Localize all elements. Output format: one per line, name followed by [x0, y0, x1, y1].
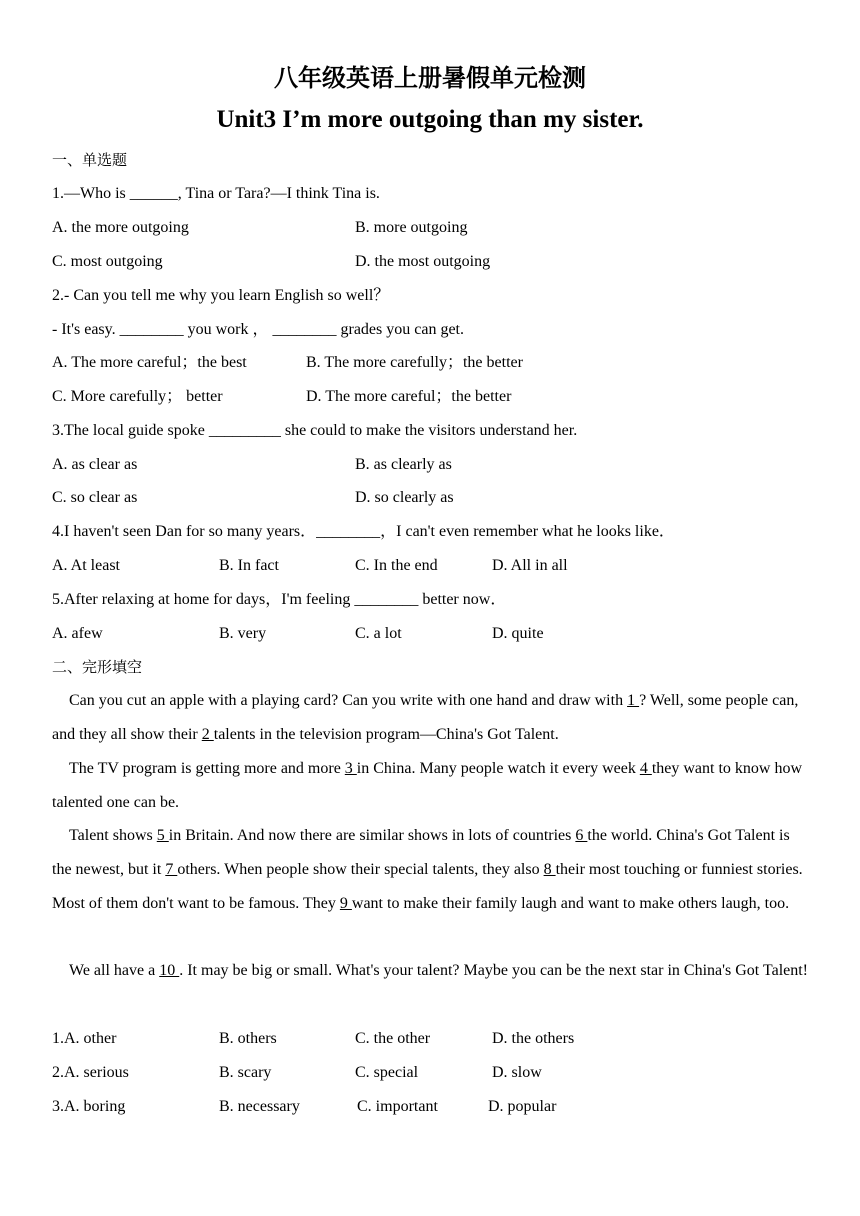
- question-2-stem-2: - It's easy. ________ you work ， ________ grades you can get.: [52, 321, 464, 338]
- blank-10: 10: [159, 962, 180, 979]
- blank-7: 7: [165, 861, 178, 878]
- question-5-stem: 5.After relaxing at home for days，I'm feeling ________ better now．: [52, 591, 507, 608]
- q4-option-b: B. In fact: [219, 557, 279, 574]
- page-title: 八年级英语上册暑假单元检测: [274, 64, 586, 92]
- q5-option-b: B. very: [219, 625, 267, 642]
- blank-5: 5: [156, 827, 169, 844]
- passage-paragraph-2: The TV program is getting more and more 3 in China. Many people watch it every week 4 they want to know how talented one can be.: [52, 760, 803, 811]
- passage-paragraph-1: Can you cut an apple with a playing card? Can you write with one hand and draw with 1 ? Well, some people can, and they all show their 2 talents in the television program—China's Got Talent.: [52, 692, 799, 743]
- q1-option-b: B. more outgoing: [355, 219, 468, 236]
- q1-option-a: A. the more outgoing: [52, 219, 189, 236]
- page-subtitle: Unit3 I’m more outgoing than my sister.: [216, 106, 644, 133]
- cloze-3-option-c: C. important: [357, 1098, 438, 1115]
- q4-option-d: D. All in all: [492, 557, 568, 574]
- q3-option-b: B. as clearly as: [355, 456, 452, 473]
- q2-option-d: D. The more careful；the better: [306, 388, 512, 405]
- q3-option-d: D. so clearly as: [355, 489, 454, 506]
- question-1-stem: 1.—Who is ______, Tina or Tara?—I think Tina is.: [52, 185, 380, 202]
- q3-option-c: C. so clear as: [52, 489, 138, 506]
- cloze-1-option-c: C. the other: [355, 1030, 431, 1047]
- blank-3: 3: [344, 760, 357, 777]
- cloze-2-option-d: D. slow: [492, 1064, 542, 1081]
- section-heading-cloze: 二、完形填空: [52, 658, 143, 676]
- q4-option-c: C. In the end: [355, 557, 438, 574]
- blank-2: 2: [201, 726, 214, 743]
- question-4-stem: 4.I haven't seen Dan for so many years．________，I can't even remember what he looks like．: [52, 523, 675, 540]
- cloze-3-option-a: 3.A. boring: [52, 1098, 126, 1115]
- q5-option-c: C. a lot: [355, 625, 402, 642]
- blank-9: 9: [339, 895, 352, 912]
- passage-paragraph-3: Talent shows 5 in Britain. And now there are similar shows in lots of countries 6 the world. China's Got Talent is the newest, but it 7 others. When people show their special talents, they also 8 their most touching or funniest stories. Most of them don't want to be famous. They 9 want to make their family laugh and want to make others laugh, too.: [52, 827, 803, 912]
- cloze-2-option-a: 2.A. serious: [52, 1064, 129, 1081]
- q3-option-a: A. as clear as: [52, 456, 138, 473]
- q2-option-a: A. The more careful；the best: [52, 354, 247, 371]
- q2-option-b: B. The more carefully；the better: [306, 354, 523, 371]
- question-2-stem-1: 2.- Can you tell me why you learn English so well？: [52, 287, 390, 304]
- blank-8: 8: [543, 861, 556, 878]
- q1-option-d: D. the most outgoing: [355, 253, 491, 270]
- q5-option-a: A. afew: [52, 625, 103, 642]
- cloze-3-option-d: D. popular: [488, 1098, 557, 1115]
- cloze-1-option-d: D. the others: [492, 1030, 575, 1047]
- question-3-stem: 3.The local guide spoke _________ she could to make the visitors understand her.: [52, 422, 578, 439]
- q1-option-c: C. most outgoing: [52, 253, 163, 270]
- q4-option-a: A. At least: [52, 557, 120, 574]
- cloze-1-option-b: B. others: [219, 1030, 277, 1047]
- q2-option-c: C. More carefully； better: [52, 388, 223, 405]
- q5-option-d: D. quite: [492, 625, 544, 642]
- blank-6: 6: [575, 827, 588, 844]
- section-heading-single-choice: 一、单选题: [52, 151, 128, 169]
- blank-4: 4: [639, 760, 652, 777]
- cloze-2-option-c: C. special: [355, 1064, 419, 1081]
- cloze-1-option-a: 1.A. other: [52, 1030, 117, 1047]
- cloze-3-option-b: B. necessary: [219, 1098, 300, 1115]
- passage-paragraph-4: We all have a 10 . It may be big or small. What's your talent? Maybe you can be the next star in China's Got Talent!: [69, 962, 809, 979]
- blank-1: 1: [627, 692, 640, 709]
- cloze-2-option-b: B. scary: [219, 1064, 272, 1081]
